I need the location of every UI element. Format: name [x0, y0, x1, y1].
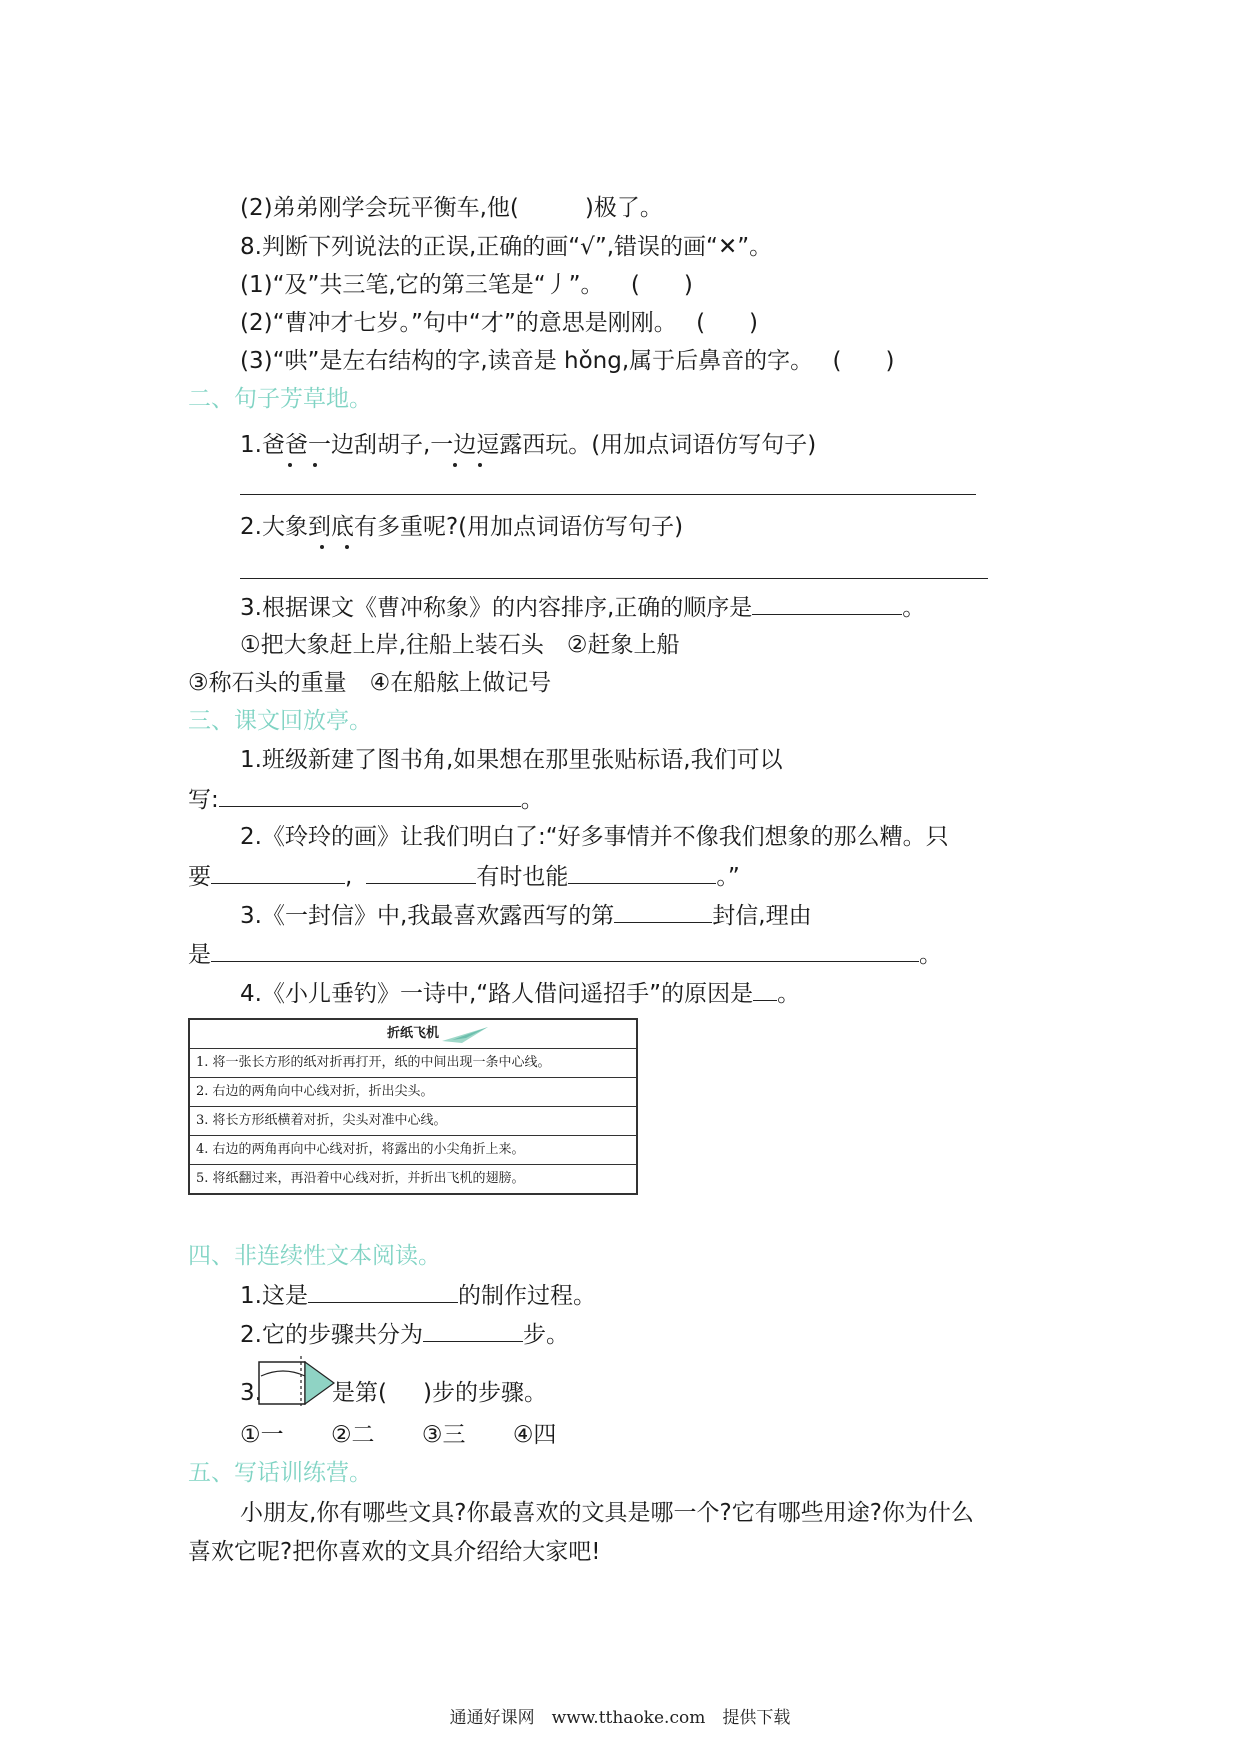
emphasis-dot — [320, 545, 324, 549]
sec4-options — [240, 1420, 556, 1450]
sec3-q1-cont: 写: 。 — [188, 784, 544, 815]
sec3-q1: 1.班级新建了图书角,如果想在那里张贴标语,我们可以 — [240, 747, 783, 773]
sec2-q3: 3.根据课文《曹冲称象》的内容排序,正确的顺序是 。 — [240, 592, 925, 623]
sec4-q2: 2.它的步骤共分为 步。 — [240, 1319, 569, 1350]
reason-blank-2[interactable] — [753, 978, 777, 1001]
sec5-prompt-2: 喜欢它呢?把你喜欢的文具介绍给大家吧! — [188, 1539, 601, 1565]
table-row: 1. 将一张长方形的纸对折再打开，纸的中间出现一条中心线。 — [190, 1048, 636, 1077]
option-2[interactable]: ②二 — [330, 1422, 375, 1448]
answer-line-1[interactable] — [240, 494, 976, 495]
paper-plane-icon — [442, 1027, 488, 1043]
sec4-q3: 3. — [240, 1380, 262, 1406]
q8-item-3: (3)“哄”是左右结构的字,读音是 hǒng,属于后鼻音的字。 ( ) — [240, 348, 895, 374]
table-row: 3. 将长方形纸横着对折，尖头对准中心线。 — [190, 1106, 636, 1135]
emphasis-dot — [453, 463, 457, 467]
letter-number-blank[interactable] — [614, 900, 712, 923]
sec3-q2: 2.《玲玲的画》让我们明白了:“好多事情并不像我们想象的那么糟。只 — [240, 824, 949, 850]
option-1[interactable]: ①一 — [240, 1422, 284, 1448]
sec4-q3-text: 是第( )步的步骤。 — [332, 1380, 547, 1406]
option-3[interactable]: ③三 — [421, 1422, 466, 1448]
option-4[interactable]: ④四 — [512, 1422, 557, 1448]
section-3-title: 三、课文回放亭。 — [188, 708, 372, 734]
sec2-options-1: ①把大象赶上岸,往船上装石头 ②赶象上船 — [240, 632, 680, 658]
q7-item-2: (2)弟弟刚学会玩平衡车,他( )极了。 — [240, 195, 663, 221]
blank-2[interactable] — [366, 861, 476, 884]
emphasis-dot — [288, 463, 292, 467]
sec2-options-2: ③称石头的重量 ④在船舷上做记号 — [188, 670, 552, 696]
q8-title: 8.判断下列说法的正误,正确的画“√”,错误的画“✕”。 — [240, 234, 773, 260]
emphasis-dot — [345, 545, 349, 549]
table-row: 2. 右边的两角向中心线对折，折出尖头。 — [190, 1077, 636, 1106]
answer-line-2[interactable] — [240, 578, 988, 579]
sec4-q1: 1.这是 的制作过程。 — [240, 1280, 596, 1311]
emphasis-dot — [313, 463, 317, 467]
sec3-q3: 3.《一封信》中,我最喜欢露西写的第 封信,理由 — [240, 900, 812, 931]
q8-item-2: (2)“曹冲才七岁。”句中“才”的意思是刚刚。 ( ) — [240, 310, 759, 336]
sec5-prompt-1: 小朋友,你有哪些文具?你最喜欢的文具是哪一个?它有哪些用途?你为什么 — [240, 1500, 974, 1526]
footer-credit: 通通好课网 www.tthaoke.com 提供下载 — [449, 1708, 791, 1728]
blank-3[interactable] — [568, 861, 716, 884]
slogan-blank[interactable] — [219, 784, 521, 807]
section-5-title: 五、写话训练营。 — [188, 1460, 372, 1486]
section-2-title: 二、句子芳草地。 — [188, 386, 372, 412]
sec3-q3-cont: 是 。 — [188, 939, 942, 970]
sec2-q2: 2.大象到底有多重呢?(用加点词语仿写句子) — [240, 514, 684, 540]
item-name-blank[interactable] — [308, 1280, 458, 1303]
q8-item-1: (1)“及”共三笔,它的第三笔是“丿”。 ( ) — [240, 272, 693, 298]
folding-step-figure — [258, 1354, 336, 1406]
section-4-title: 四、非连续性文本阅读。 — [188, 1243, 441, 1269]
sec3-q2-cont: 要 , 有时也能 。” — [188, 861, 740, 892]
step-count-blank[interactable] — [423, 1319, 523, 1342]
blank-1[interactable] — [211, 861, 345, 884]
table-title: 折纸飞机 — [190, 1020, 636, 1048]
table-row: 5. 将纸翻过来，再沿着中心线对折，并折出飞机的翅膀。 — [190, 1164, 636, 1193]
emphasis-dot — [478, 463, 482, 467]
sec3-q4: 4.《小儿垂钓》一诗中,“路人借问遥招手”的原因是 。 — [240, 978, 800, 1009]
table-row: 4. 右边的两角再向中心线对折，将露出的小尖角折上来。 — [190, 1135, 636, 1164]
sec2-q1: 1.爸爸一边刮胡子,一边逗露西玩。(用加点词语仿写句子) — [240, 432, 817, 458]
reason-blank[interactable] — [211, 939, 919, 962]
order-blank[interactable] — [752, 592, 902, 615]
instructions-table — [188, 1018, 638, 1195]
